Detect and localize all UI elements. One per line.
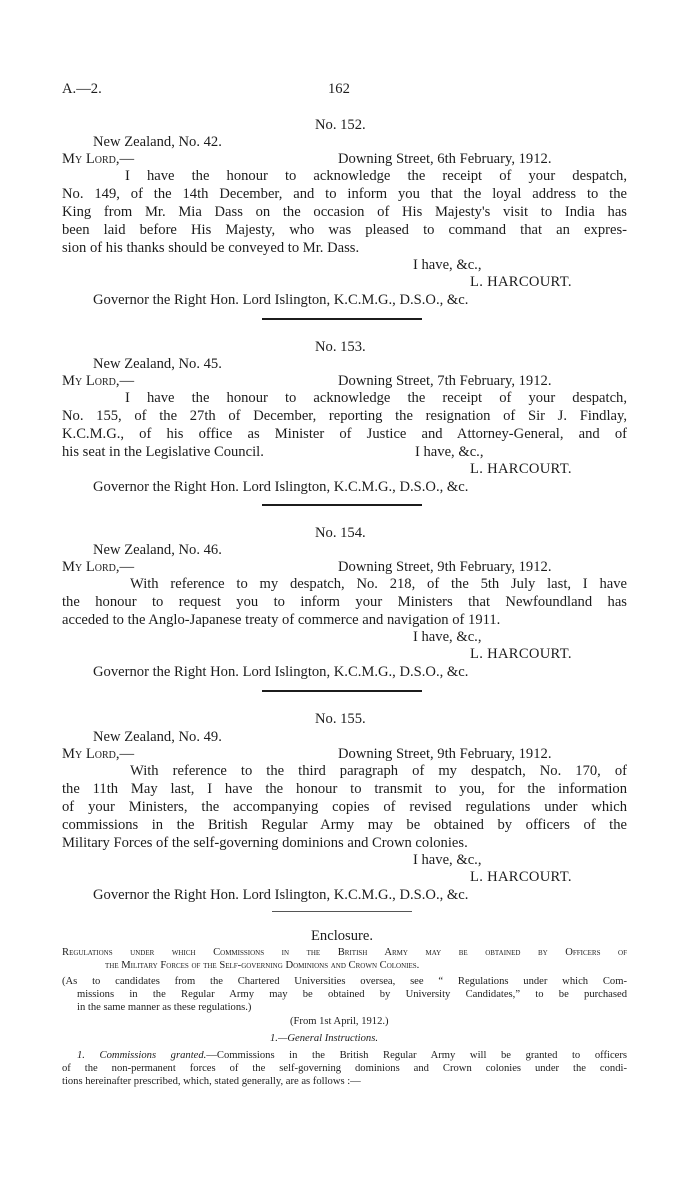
body-line: of your Ministers, the accompanying copies of revised regulations under which: [62, 799, 627, 815]
document-reference: A.—2.: [62, 81, 102, 97]
paragraph-line: of the non-permanent forces of the self-governing dominions and Crown colonies under the condi-: [62, 1063, 627, 1074]
place-date: Downing Street, 9th February, 1912.: [338, 559, 552, 575]
new-zealand-number: New Zealand, No. 46.: [93, 542, 222, 558]
salutation: My Lord,—: [62, 373, 135, 389]
place-date: Downing Street, 6th February, 1912.: [338, 151, 552, 167]
new-zealand-number: New Zealand, No. 45.: [93, 356, 222, 372]
body-line: sion of his thanks should be conveyed to Mr. Dass.: [62, 240, 360, 256]
salutation: My Lord,—: [62, 559, 135, 575]
place-date: Downing Street, 9th February, 1912.: [338, 746, 552, 762]
signature: L. HARCOURT.: [470, 869, 572, 885]
closing: I have, &c.,: [413, 257, 482, 273]
section-rule: [262, 318, 422, 320]
despatch-number: No. 155.: [315, 711, 366, 727]
paragraph-label: 1. Commissions granted.: [77, 1050, 207, 1061]
despatch-number: No. 153.: [315, 339, 366, 355]
body-line: I have the honour to acknowledge the receipt of your despatch,: [125, 390, 627, 406]
regulations-title: Regulations under which Commissions in the British Army may be obtained by Officers of: [62, 947, 627, 958]
body-line: commissions in the British Regular Army may be obtained by officers of the: [62, 817, 627, 833]
page-number: 162: [328, 81, 350, 97]
body-line: been laid before His Majesty, who was pleased to command that an expres-: [62, 222, 627, 238]
salutation: My Lord,—: [62, 151, 135, 167]
body-line: Military Forces of the self-governing dominions and Crown colonies.: [62, 835, 468, 851]
body-line: No. 149, of the 14th December, and to inform you that the loyal address to the: [62, 186, 627, 202]
place-date: Downing Street, 7th February, 1912.: [338, 373, 552, 389]
body-line: With reference to my despatch, No. 218, of the 5th July last, I have: [130, 576, 627, 592]
despatch-number: No. 152.: [315, 117, 366, 133]
regulations-title: the Military Forces of the Self-governing Dominions and Crown Colonies.: [105, 960, 420, 971]
section-heading: 1.—General Instructions.: [270, 1033, 378, 1044]
paragraph-line: tions hereinafter prescribed, which, stated generally, are as follows :—: [62, 1076, 361, 1087]
enclosure-heading: Enclosure.: [311, 928, 374, 944]
body-line: his seat in the Legislative Council.: [62, 444, 264, 460]
paragraph-line: [77, 1049, 627, 1062]
despatch-number: No. 154.: [315, 525, 366, 541]
enclosure-rule: [272, 911, 412, 912]
candidates-note: in the same manner as these regulations.): [77, 1002, 252, 1013]
candidates-note: (As to candidates from the Chartered Universities oversea, see “ Regulations under which Com-: [62, 976, 627, 987]
closing: I have, &c.,: [415, 444, 484, 460]
addressee: Governor the Right Hon. Lord Islington, K.C.M.G., D.S.O., &c.: [93, 887, 469, 903]
body-line: I have the honour to acknowledge the receipt of your despatch,: [125, 168, 627, 184]
effective-date: (From 1st April, 1912.): [290, 1016, 389, 1027]
new-zealand-number: New Zealand, No. 42.: [93, 134, 222, 150]
paragraph-text: —Commissions in the British Regular Army will be granted to officers: [206, 1050, 627, 1061]
closing: I have, &c.,: [413, 629, 482, 645]
body-line: acceded to the Anglo-Japanese treaty of commerce and navigation of 1911.: [62, 612, 501, 628]
body-line: No. 155, of the 27th of December, reporting the resignation of Sir J. Findlay,: [62, 408, 627, 424]
body-line: King from Mr. Mia Dass on the occasion of His Majesty's visit to India has: [62, 204, 627, 220]
body-line: With reference to the third paragraph of my despatch, No. 170, of: [130, 763, 627, 779]
signature: L. HARCOURT.: [470, 274, 572, 290]
section-rule: [262, 690, 422, 692]
signature: L. HARCOURT.: [470, 461, 572, 477]
new-zealand-number: New Zealand, No. 49.: [93, 729, 222, 745]
body-line: K.C.M.G., of his office as Minister of Justice and Attorney-General, and of: [62, 426, 627, 442]
signature: L. HARCOURT.: [470, 646, 572, 662]
section-rule: [262, 504, 422, 506]
body-line: the 11th May last, I have the honour to transmit to you, for the information: [62, 781, 627, 797]
candidates-note: missions in the Regular Army may be obtained by University Candidates,” to be purchased: [77, 989, 627, 1000]
addressee: Governor the Right Hon. Lord Islington, K.C.M.G., D.S.O., &c.: [93, 664, 469, 680]
addressee: Governor the Right Hon. Lord Islington, K.C.M.G., D.S.O., &c.: [93, 292, 469, 308]
addressee: Governor the Right Hon. Lord Islington, K.C.M.G., D.S.O., &c.: [93, 479, 469, 495]
salutation: My Lord,—: [62, 746, 135, 762]
closing: I have, &c.,: [413, 852, 482, 868]
body-line: the honour to request you to inform your Ministers that Newfoundland has: [62, 594, 627, 610]
